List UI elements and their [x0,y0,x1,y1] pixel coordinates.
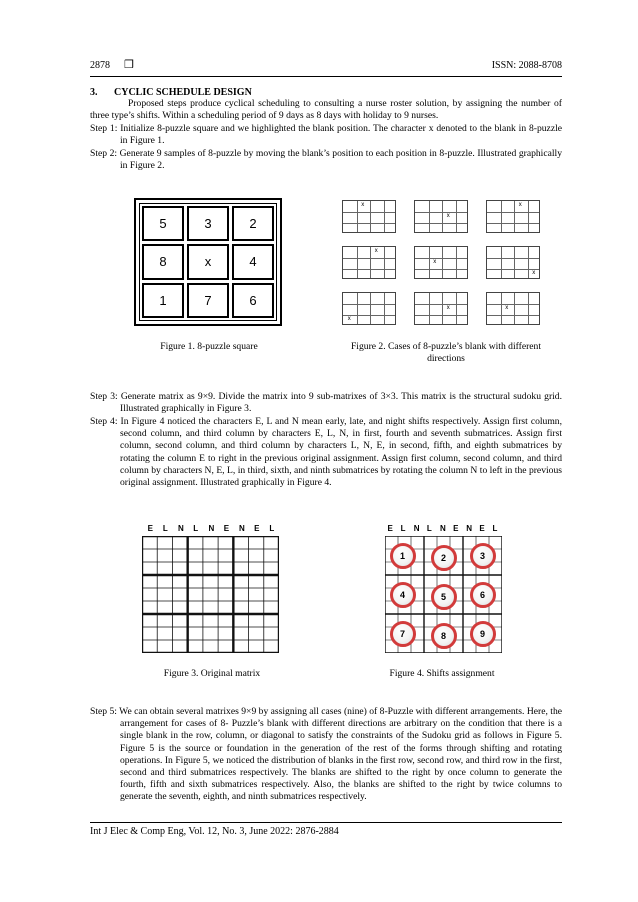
grid-line [487,258,539,259]
submatrix-number-circle: 3 [470,543,496,569]
section-number: 3. [90,87,98,98]
shift-column-label: L [269,524,275,533]
footer-rule [90,822,562,823]
puzzle-tile: 6 [232,283,274,318]
shift-column-label: N [238,524,245,533]
blank-marker: x [505,305,509,311]
figure-4-column-labels [384,524,502,534]
grid-line [429,293,430,324]
grid-line [501,293,502,324]
shift-column-label: N [413,524,420,533]
puzzle-tile: 4 [232,244,274,279]
figure-4-matrix [385,536,502,653]
step-4: Step 4: In Figure 4 noticed the characters E, L and N mean early, late, and night shifts respectively. Assign first column, second column, and third column by characters E, L, N, in first, fourth and seventh submatrices. Assign first column, second column, and third column by characters L, N, E, in second, fifth, and eighth submatrices by rotating the column E to right in the previous original assignment. Assign first column, second column, and third column by characters N, E, L, in third, sixth, and ninth submatrices by rotating the column N to left in the previous original assignment. Illustrated graphically in Figure 4. [90,416,562,489]
shift-column-label: E [254,524,260,533]
grid-line [487,212,539,213]
submatrix-number-circle: 2 [431,545,457,571]
sudoku-grid [142,536,279,653]
puzzle-tile: x [187,244,229,279]
grid-line [343,269,395,270]
shift-column-label: L [400,524,406,533]
shift-column-label: N [440,524,446,533]
figure-1-caption: Figure 1. 8-puzzle square [160,341,258,352]
grid-line [429,247,430,278]
header-rule [90,76,562,77]
shift-column-label: L [162,524,168,533]
figure-4-caption: Figure 4. Shifts assignment [389,668,495,679]
grid-line [514,201,515,232]
puzzle-case-grid [486,200,540,233]
submatrix-number-circle: 9 [470,621,496,647]
puzzle-case-grid [414,246,468,279]
grid-line [456,247,457,278]
shift-column-label: N [208,524,215,533]
grid-line [442,247,443,278]
figure-2-cases [342,200,548,328]
step-3: Step 3: Generate matrix as 9×9. Divide the matrix into 9 sub-matrixes of 3×3. This matrix is the structural sudoku grid. Illustrated graphically in Figure 3. [90,391,562,415]
submatrix-number-circle: 4 [390,582,416,608]
grid-line [487,223,539,224]
shift-column-label: N [466,524,472,533]
grid-line [384,247,385,278]
submatrix-number-circle: 8 [431,623,457,649]
grid-line [370,247,371,278]
figure-1-puzzle [134,198,282,326]
grid-line [357,247,358,278]
puzzle-case-grid [486,292,540,325]
section-title: CYCLIC SCHEDULE DESIGN [114,87,252,98]
puzzle-case-grid [486,246,540,279]
grid-line [501,247,502,278]
figure-3-column-labels [143,524,280,534]
grid-line [528,293,529,324]
grid-line [343,258,395,259]
puzzle-case-grid [414,200,468,233]
intro-paragraph: Proposed steps produce cyclical scheduling to consulting a nurse roster solution, by assigning the number of three type’s shifts. Within a scheduling period of 9 days as 8 days with holiday to 9 nurses. [90,98,562,122]
grid-line [487,304,539,305]
grid-line [487,269,539,270]
blank-marker: x [374,248,378,254]
puzzle-case-grid [342,292,396,325]
page-number: 2878 [90,60,110,71]
step-1: Step 1: Initialize 8-puzzle square and we highlighted the blank position. The character x denoted to the blank in 8-puzzle in Figure 1. [90,123,562,147]
footer-citation: Int J Elec & Comp Eng, Vol. 12, No. 3, June 2022: 2876-2884 [90,826,339,837]
blank-marker: x [446,213,450,219]
shift-column-label: L [492,524,498,533]
shift-column-label: E [453,524,459,533]
blank-marker: x [518,202,522,208]
grid-line [514,293,515,324]
shift-column-label: N [178,524,184,533]
grid-line [514,247,515,278]
grid-line [415,212,467,213]
submatrix-number-circle: 6 [470,582,496,608]
grid-line [343,304,395,305]
grid-line [343,212,395,213]
shift-column-label: L [426,524,432,533]
puzzle-tile: 5 [142,206,184,241]
grid-line [415,223,467,224]
grid-line [456,293,457,324]
puzzle-tile: 8 [142,244,184,279]
puzzle-tile: 1 [142,283,184,318]
grid-line [501,201,502,232]
grid-line [357,201,358,232]
blank-marker: x [347,316,351,322]
grid-line [487,315,539,316]
step-2: Step 2: Generate 9 samples of 8-puzzle by moving the blank’s position to each position in 8-puzzle. Illustrated graphically in Figure 2. [90,148,562,172]
submatrix-number-circle: 1 [390,543,416,569]
issn: ISSN: 2088-8708 [491,60,562,71]
grid-line [442,201,443,232]
section-heading [90,87,252,98]
submatrix-number-circle: 5 [431,584,457,610]
figure-3-caption: Figure 3. Original matrix [163,668,261,679]
grid-line [415,269,467,270]
grid-line [384,293,385,324]
grid-line [415,304,467,305]
puzzle-tile: 7 [187,283,229,318]
grid-line [343,315,395,316]
blank-marker: x [361,202,365,208]
shift-column-label: E [387,524,393,533]
figure-3-matrix [142,536,279,653]
grid-line [456,201,457,232]
shift-column-label: E [479,524,485,533]
grid-line [415,258,467,259]
grid-line [384,201,385,232]
shift-column-label: L [193,524,199,533]
blank-marker: x [446,305,450,311]
grid-line [429,201,430,232]
grid-line [370,201,371,232]
box-icon: ❒ [124,59,134,71]
step-5: Step 5: We can obtain several matrixes 9×9 by assigning all cases (nine) of 8-Puzzle with different arrangements. Here, the arrangement for cases of 8- Puzzle’s blank with different directions are arbitrary on the condition that there is a single blank in the row, column, or diagonal to satisfy the constraints of the Sudoku grid as follows in Figure 5. Figure 5 is the source or foundation in the generation of the rest of the forms through shifting and rotating operations. In Figure 5, we noticed the distribution of blanks in the first row, second row, and third row in the first, second and third submatrices respectively. The blanks are shifted to the right by once column to generate the fourth, fifth and sixth submatrices respectively. Also, the blanks are shifted to the right by twice columns to generate the seventh, eighth, and ninth submatrices respectively. [90,706,562,803]
grid-line [528,201,529,232]
grid-line [528,247,529,278]
blank-marker: x [532,270,536,276]
grid-line [343,223,395,224]
puzzle-tile: 3 [187,206,229,241]
submatrix-number-circle: 7 [390,621,416,647]
puzzle-case-grid [342,200,396,233]
shift-column-label: E [147,524,153,533]
puzzle-case-grid [414,292,468,325]
shift-column-label: E [223,524,230,533]
grid-line [415,315,467,316]
grid-line [442,293,443,324]
puzzle-tile: 2 [232,206,274,241]
grid-line [357,293,358,324]
blank-marker: x [433,259,437,265]
grid-line [370,293,371,324]
puzzle-case-grid [342,246,396,279]
figure-2-caption: Figure 2. Cases of 8-puzzle’s blank with different directions [350,341,542,364]
